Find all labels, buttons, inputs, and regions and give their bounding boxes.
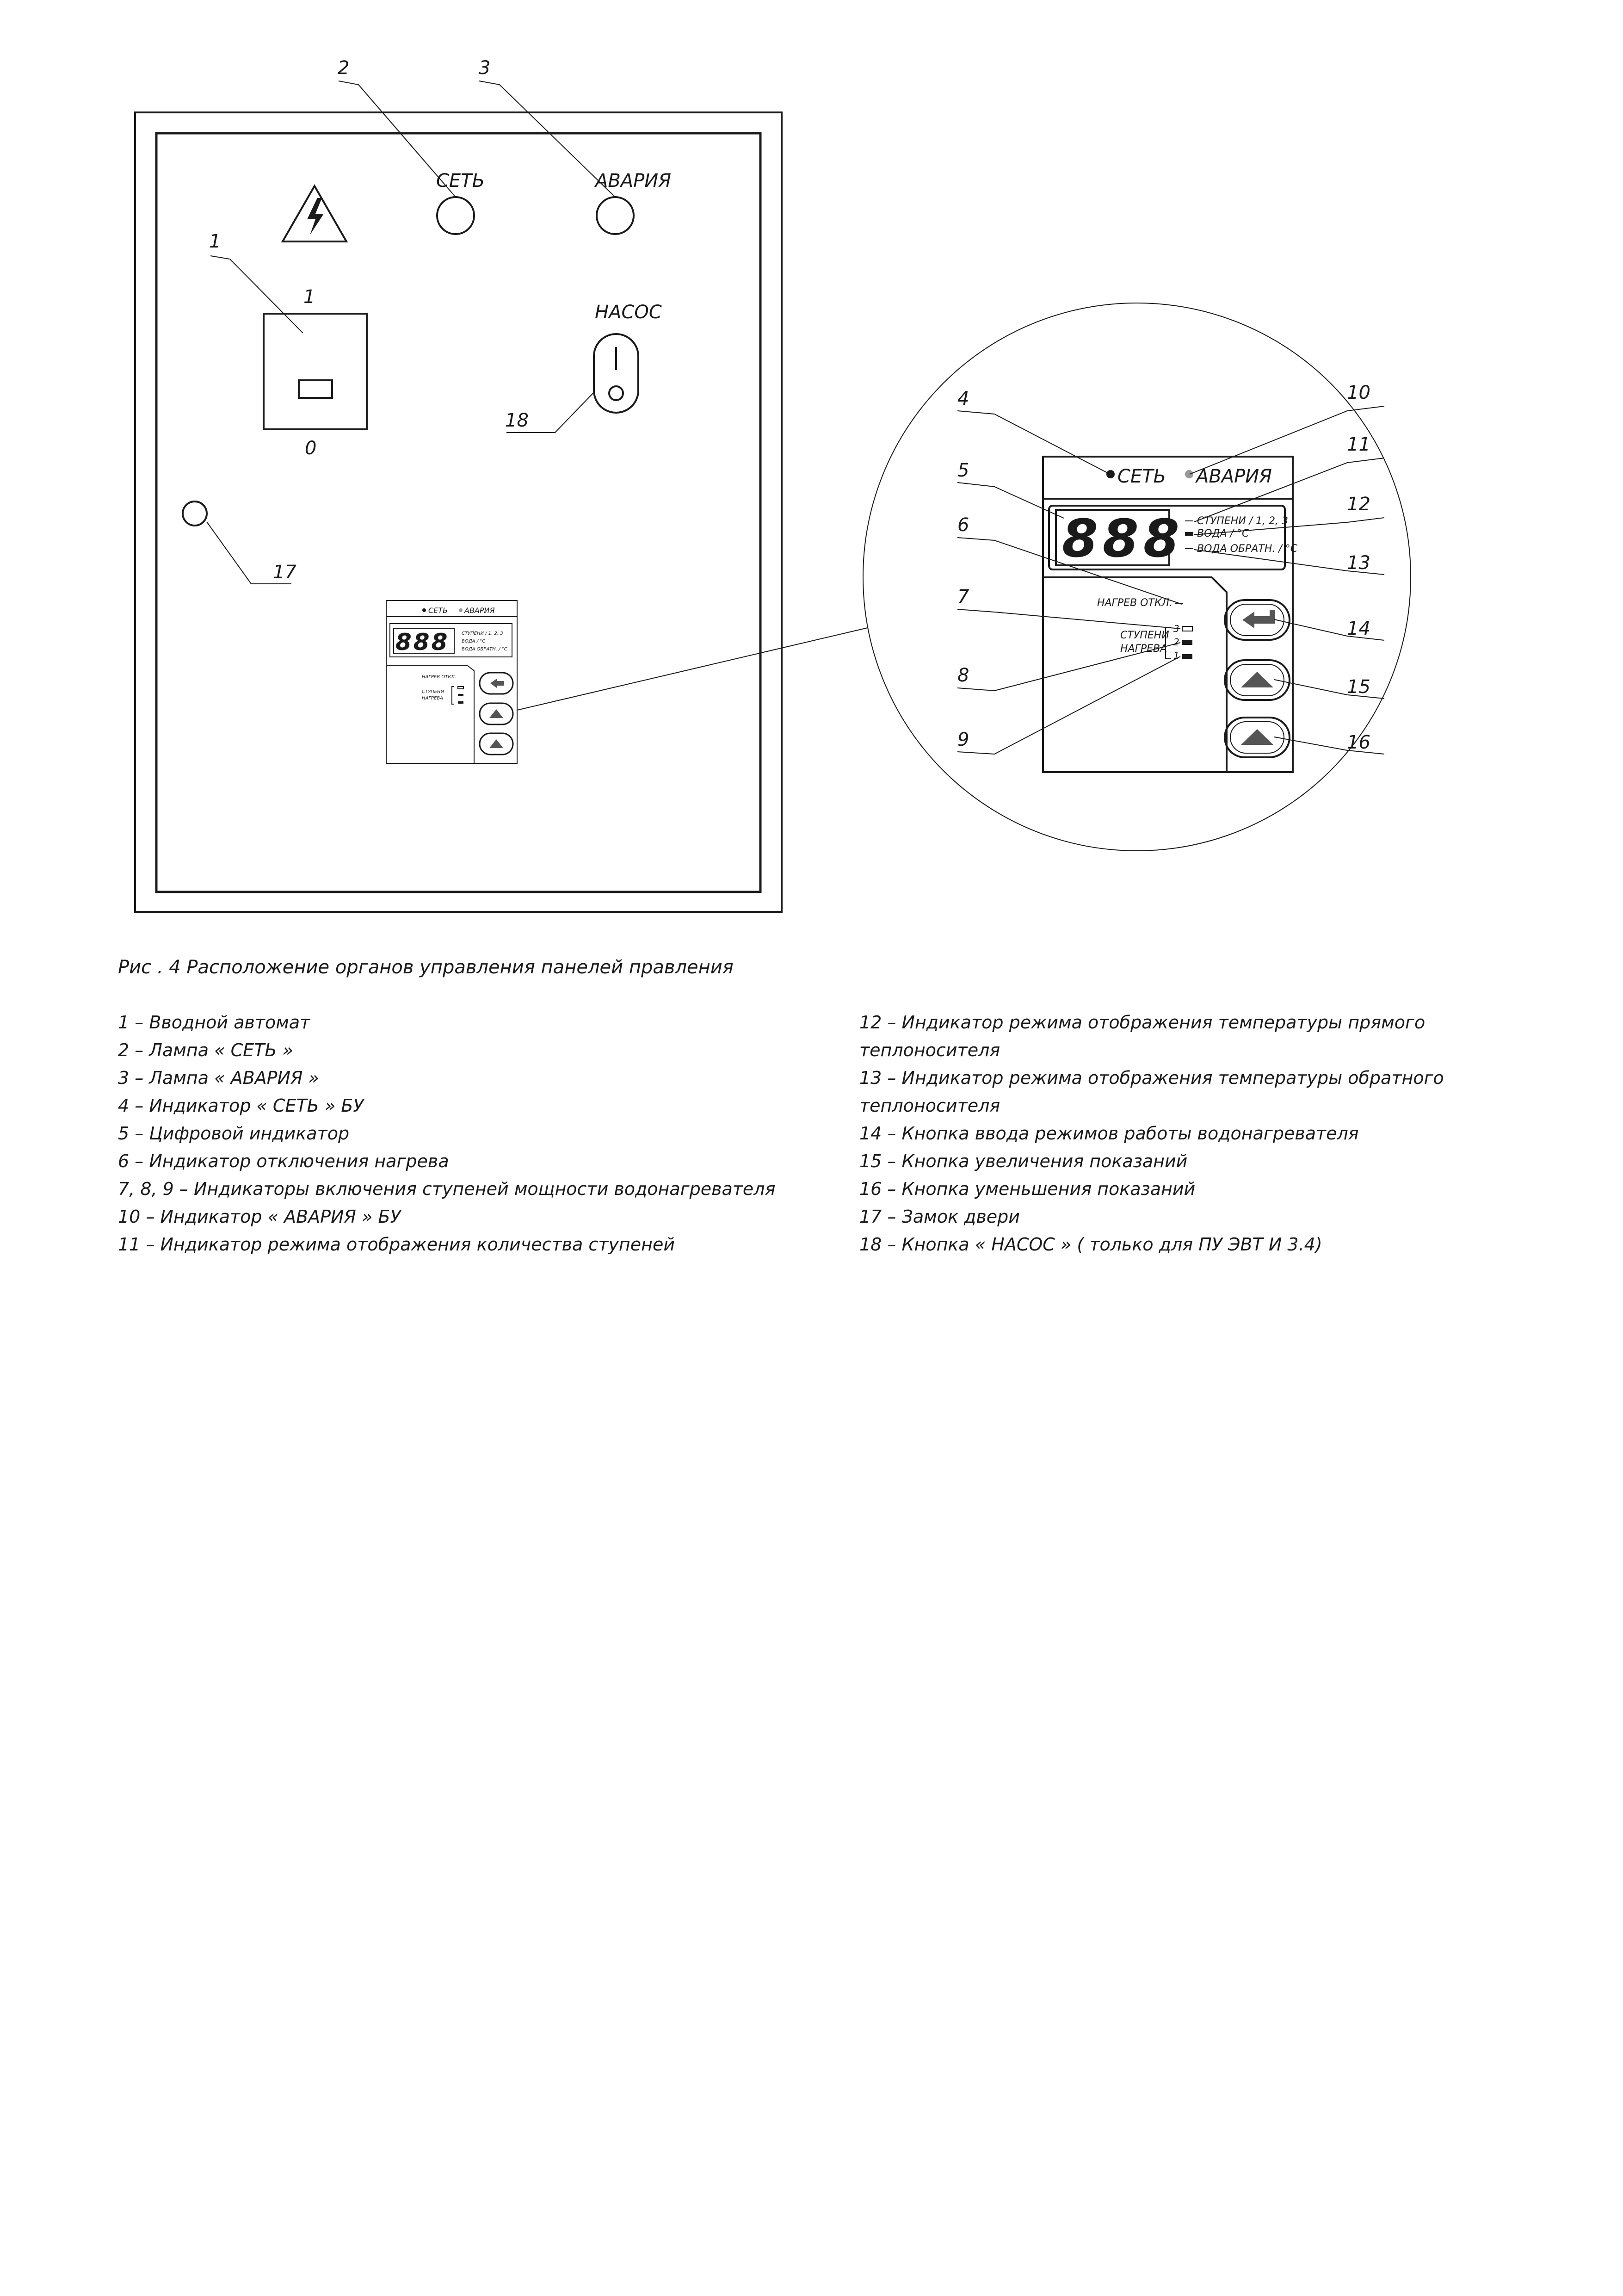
circuit-breaker[interactable] — [264, 314, 367, 429]
cabinet-outer-frame — [135, 112, 782, 912]
step-led-2 — [1182, 640, 1192, 645]
legend-right — [859, 1009, 1444, 1258]
controller-small — [386, 600, 517, 763]
legend-item: теплоносителя — [859, 1095, 1000, 1116]
svg-text:НАГРЕВ ОТКЛ.: НАГРЕВ ОТКЛ. — [422, 675, 457, 680]
callout-3: 3 — [479, 57, 491, 79]
step-number-2: 2 — [1173, 637, 1179, 648]
legend-item: 6 – Индикатор отключения нагрева — [118, 1151, 449, 1171]
callout-8: 8 — [957, 665, 969, 686]
high-voltage-warning-icon — [283, 186, 346, 241]
svg-text:ВОДА ОБРАТН. / °С: ВОДА ОБРАТН. / °С — [462, 647, 507, 652]
callout-15: 15 — [1347, 676, 1370, 698]
step-led-3 — [1182, 626, 1192, 631]
cabinet-inner-frame — [156, 133, 760, 892]
legend-item: 1 – Вводной автомат — [118, 1012, 310, 1033]
controller-alarm-label: АВАРИЯ — [1196, 466, 1272, 487]
legend-item: 17 – Замок двери — [859, 1207, 1020, 1227]
mode-water-label: ВОДА / °С — [1197, 528, 1249, 539]
circuit-breaker-handle[interactable] — [299, 380, 332, 398]
callout-1: 1 — [209, 231, 221, 252]
heat-off-label: НАГРЕВ ОТКЛ. — [1097, 597, 1173, 609]
callout-10: 10 — [1347, 382, 1370, 403]
callout-5: 5 — [957, 460, 969, 481]
legend-item: 4 – Индикатор « СЕТЬ » БУ — [118, 1095, 364, 1116]
small-display: 888 — [395, 629, 450, 656]
lamp-alarm-label: АВАРИЯ — [595, 170, 672, 192]
lamp-alarm — [597, 197, 634, 234]
callout-12: 12 — [1347, 494, 1370, 515]
up-triangle-icon — [1241, 729, 1273, 745]
step-number-3: 3 — [1173, 623, 1179, 634]
svg-text:СТУПЕНИ / 1, 2, 3: СТУПЕНИ / 1, 2, 3 — [462, 631, 503, 636]
enter-button[interactable] — [1225, 600, 1290, 640]
legend-item: 5 – Цифровой индикатор — [118, 1123, 350, 1144]
mode-steps-label: СТУПЕНИ / 1, 2, 3 — [1197, 515, 1289, 527]
pump-off-mark — [609, 386, 623, 400]
svg-text:НАГРЕВА: НАГРЕВА — [422, 696, 443, 701]
steps-label-2: НАГРЕВА — [1120, 643, 1167, 655]
lamp-set-label: СЕТЬ — [436, 170, 485, 192]
svg-text:ВОДА / °С: ВОДА / °С — [462, 639, 486, 644]
increase-button[interactable] — [1225, 660, 1290, 700]
enter-arrow-icon — [1242, 610, 1275, 628]
breaker-off-label: 0 — [305, 438, 317, 459]
door-lock[interactable] — [183, 501, 207, 526]
callout-17: 17 — [273, 562, 296, 583]
small-set-label: СЕТЬ — [428, 606, 448, 615]
led-alarm — [1185, 470, 1193, 478]
callout-4: 4 — [957, 388, 969, 409]
callout-14: 14 — [1347, 618, 1370, 639]
callout-numbers — [209, 57, 1370, 753]
mode-return-label: ВОДА ОБРАТН. / °С — [1197, 543, 1298, 555]
legend-item: 12 – Индикатор режима отображения температуры прямого — [859, 1012, 1426, 1033]
legend-item: 11 – Индикатор режима отображения количества ступеней — [118, 1234, 675, 1255]
callout-18: 18 — [505, 410, 529, 431]
pump-label: НАСОС — [595, 302, 662, 323]
led-set — [1106, 470, 1115, 478]
callout-6: 6 — [957, 514, 969, 536]
legend-item: 2 – Лампа « СЕТЬ » — [118, 1040, 293, 1060]
legend-item: 3 – Лампа « АВАРИЯ » — [118, 1068, 319, 1088]
legend-item: 13 – Индикатор режима отображения температуры обратного — [859, 1068, 1444, 1088]
callout-16: 16 — [1347, 732, 1370, 753]
decrease-button[interactable] — [1225, 718, 1290, 757]
legend-item: 16 – Кнопка уменьшения показаний — [859, 1179, 1196, 1199]
small-alarm-label: АВАРИЯ — [464, 606, 495, 615]
breaker-on-label: 1 — [303, 286, 315, 308]
step-led-1 — [1182, 654, 1192, 659]
callout-13: 13 — [1347, 552, 1370, 574]
callout-9: 9 — [957, 729, 969, 750]
controller-large — [1043, 457, 1298, 772]
callout-2: 2 — [338, 57, 350, 79]
leader-lines — [207, 81, 1384, 754]
legend-item: 10 – Индикатор « АВАРИЯ » БУ — [118, 1207, 401, 1227]
up-triangle-icon — [1241, 672, 1273, 687]
callout-7: 7 — [957, 586, 969, 607]
legend-left — [118, 1009, 775, 1258]
callout-11: 11 — [1347, 434, 1370, 455]
legend-item: 15 – Кнопка увеличения показаний — [859, 1151, 1188, 1171]
digital-display: 888 — [1062, 509, 1184, 569]
cabinet — [135, 112, 782, 912]
lamp-set — [437, 197, 474, 234]
legend-item: 14 – Кнопка ввода режимов работы водонагревателя — [859, 1123, 1359, 1144]
step-number-1: 1 — [1173, 650, 1179, 661]
figure-caption: Рис . 4 Расположение органов управления панелей правления — [118, 957, 734, 978]
steps-label-1: СТУПЕНИ — [1120, 630, 1169, 641]
legend-item: 7, 8, 9 – Индикаторы включения ступеней мощности водонагревателя — [118, 1179, 776, 1199]
legend-item: теплоносителя — [859, 1040, 1000, 1060]
legend-item: 18 – Кнопка « НАСОС » ( только для ПУ ЭВТ И 3.4) — [859, 1234, 1322, 1255]
controller-set-label: СЕТЬ — [1117, 466, 1166, 487]
svg-text:СТУПЕНИ: СТУПЕНИ — [422, 689, 444, 694]
